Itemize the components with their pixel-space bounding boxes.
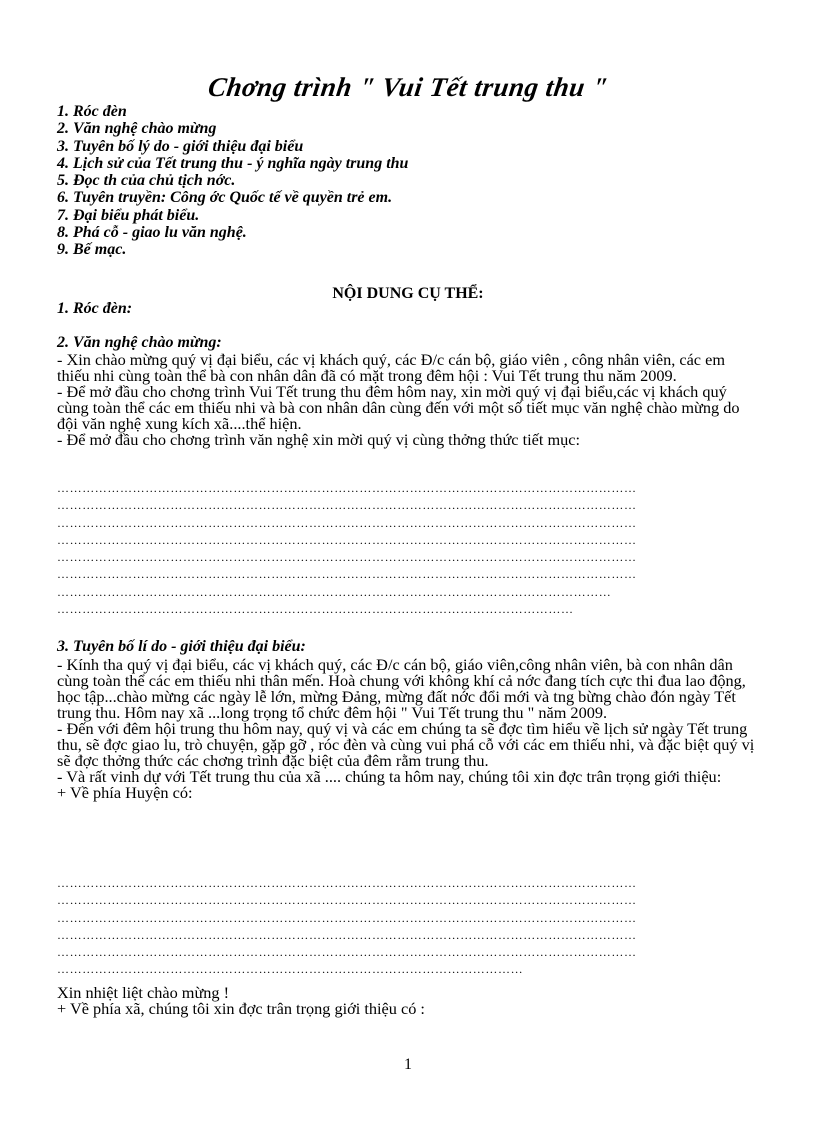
dotted-line: …………………………………………………………………………………………………………………………: [57, 550, 637, 565]
content-heading: NỘI DUNG CỤ THỂ:: [332, 285, 484, 302]
dotted-line: …………………………………………………………………………………………………: [57, 962, 524, 977]
dotted-line: …………………………………………………………………………………………………………………………: [57, 481, 637, 495]
outline-item: 1. Róc đèn: [57, 103, 127, 120]
paragraph: - Xin chào mừng quý vị đại biểu, các vị khách quý, các Đ/c cán bộ, giáo viên , công nhân viên, các em thiếu nhi cùng toàn thể bà con nhân dân đã có mặt trong đêm hội : Vui Tết trung thu năm 2009.: [57, 350, 725, 385]
outline-item: 7. Đại biểu phát biểu.: [57, 206, 200, 224]
paragraph: - Kính tha quý vị đại biểu, các vị khách quý, các Đ/c cán bộ, giáo viên,công nhân viên, bà con nhân dân cùng toàn thể các em thiếu nhi thân mến. Hoà chung với không khí cả nớc đang tích cực thi đua lao động, học tập...chào mừng các ngày lễ lớn, mừng Đảng, mừng đất nớc đổi mới và tng bừng chào đón ngày Tết trung thu. Hôm nay xã ...long trọng tổ chức đêm hội " Vui Tết trung thu " năm 2009.: [57, 655, 746, 722]
section-2-title: 2. Văn nghệ chào mừng:: [57, 334, 222, 351]
section-3-dotted-lines: [57, 875, 759, 979]
outline-item: 6. Tuyên truyền: Công ớc Quốc tế về quyền trẻ em.: [57, 189, 393, 207]
outline-item: 4. Lịch sử của Tết trung thu - ý nghĩa ngày trung thu: [57, 154, 409, 172]
dotted-line: …………………………………………………………………………………………………………………………: [57, 567, 637, 582]
dotted-line: ……………………………………………………………………………………………………………………: [57, 584, 612, 599]
dotted-line: …………………………………………………………………………………………………………………………: [57, 876, 637, 890]
section-2-body: [57, 352, 759, 448]
dotted-line: …………………………………………………………………………………………………………………………: [57, 945, 637, 960]
outline-item: 2. Văn nghệ chào mừng: [57, 120, 217, 138]
paragraph: - Để mở đầu cho chơng trình văn nghệ xin mời quý vị cùng thởng thức tiết mục:: [57, 430, 581, 449]
paragraph: - Đến với đêm hội trung thu hôm nay, quý vị và các em chúng ta sẽ đợc tìm hiểu về lịch sử ngày Tết trung thu, sẽ đợc giao lu, trò chuyện, gặp gỡ , róc đèn và cùng vui phá cỗ với các em thiếu nhi, và đặc biệt quý vị sẽ đợc thởng thức các chơng trình đặc biệt của đêm rằm trung thu.: [57, 719, 755, 770]
page-number: 1: [404, 1056, 412, 1073]
commune-line: + Về phía xã, chúng tôi xin đợc trân trọng giới thiệu có :: [57, 999, 425, 1018]
dotted-line: …………………………………………………………………………………………………………………………: [57, 498, 637, 513]
section-3-body: [57, 657, 759, 801]
welcome-line: Xin nhiệt liệt chào mừng !: [57, 983, 230, 1002]
section-3-closing: [57, 985, 759, 1017]
section-3-title: 3. Tuyên bố lí do - giới thiệu đại biểu:: [57, 638, 306, 655]
dotted-line: …………………………………………………………………………………………………………………………: [57, 927, 637, 942]
paragraph: - Để mở đầu cho chơng trình Vui Tết trung thu đêm hôm nay, xin mời quý vị đại biểu,các vị khách quý cùng toàn thể các em thiếu nhi và bà con nhân dân cùng đến với một số tiết mục văn nghệ chào mừng do đội văn nghệ xung kích xã....thể hiện.: [57, 382, 740, 433]
outline-item: 3. Tuyên bố lý do - giới thiệu đại biểu: [57, 137, 304, 155]
district-line: + Về phía Huyện có:: [57, 783, 193, 802]
program-outline: [57, 103, 408, 259]
outline-item: 5. Đọc th của chủ tịch nớc.: [57, 172, 236, 190]
dotted-line: …………………………………………………………………………………………………………………………: [57, 532, 637, 547]
dotted-line: …………………………………………………………………………………………………………………………: [57, 515, 637, 530]
section-1-title: 1. Róc đèn:: [57, 300, 133, 317]
outline-item: 9. Bế mạc.: [57, 241, 127, 259]
dotted-line: ……………………………………………………………………………………………………………: [57, 602, 574, 617]
dotted-line: …………………………………………………………………………………………………………………………: [57, 893, 637, 908]
section-2-dotted-lines: [57, 480, 759, 618]
paragraph: - Và rất vinh dự với Tết trung thu của xã .... chúng ta hôm nay, chúng tôi xin đợc trân trọng giới thiệu:: [57, 767, 722, 786]
dotted-line: …………………………………………………………………………………………………………………………: [57, 910, 637, 925]
document-title: Chơng trình " Vui Tết trung thu ": [206, 72, 610, 102]
outline-item: 8. Phá cỗ - giao lu văn nghệ.: [57, 224, 247, 242]
